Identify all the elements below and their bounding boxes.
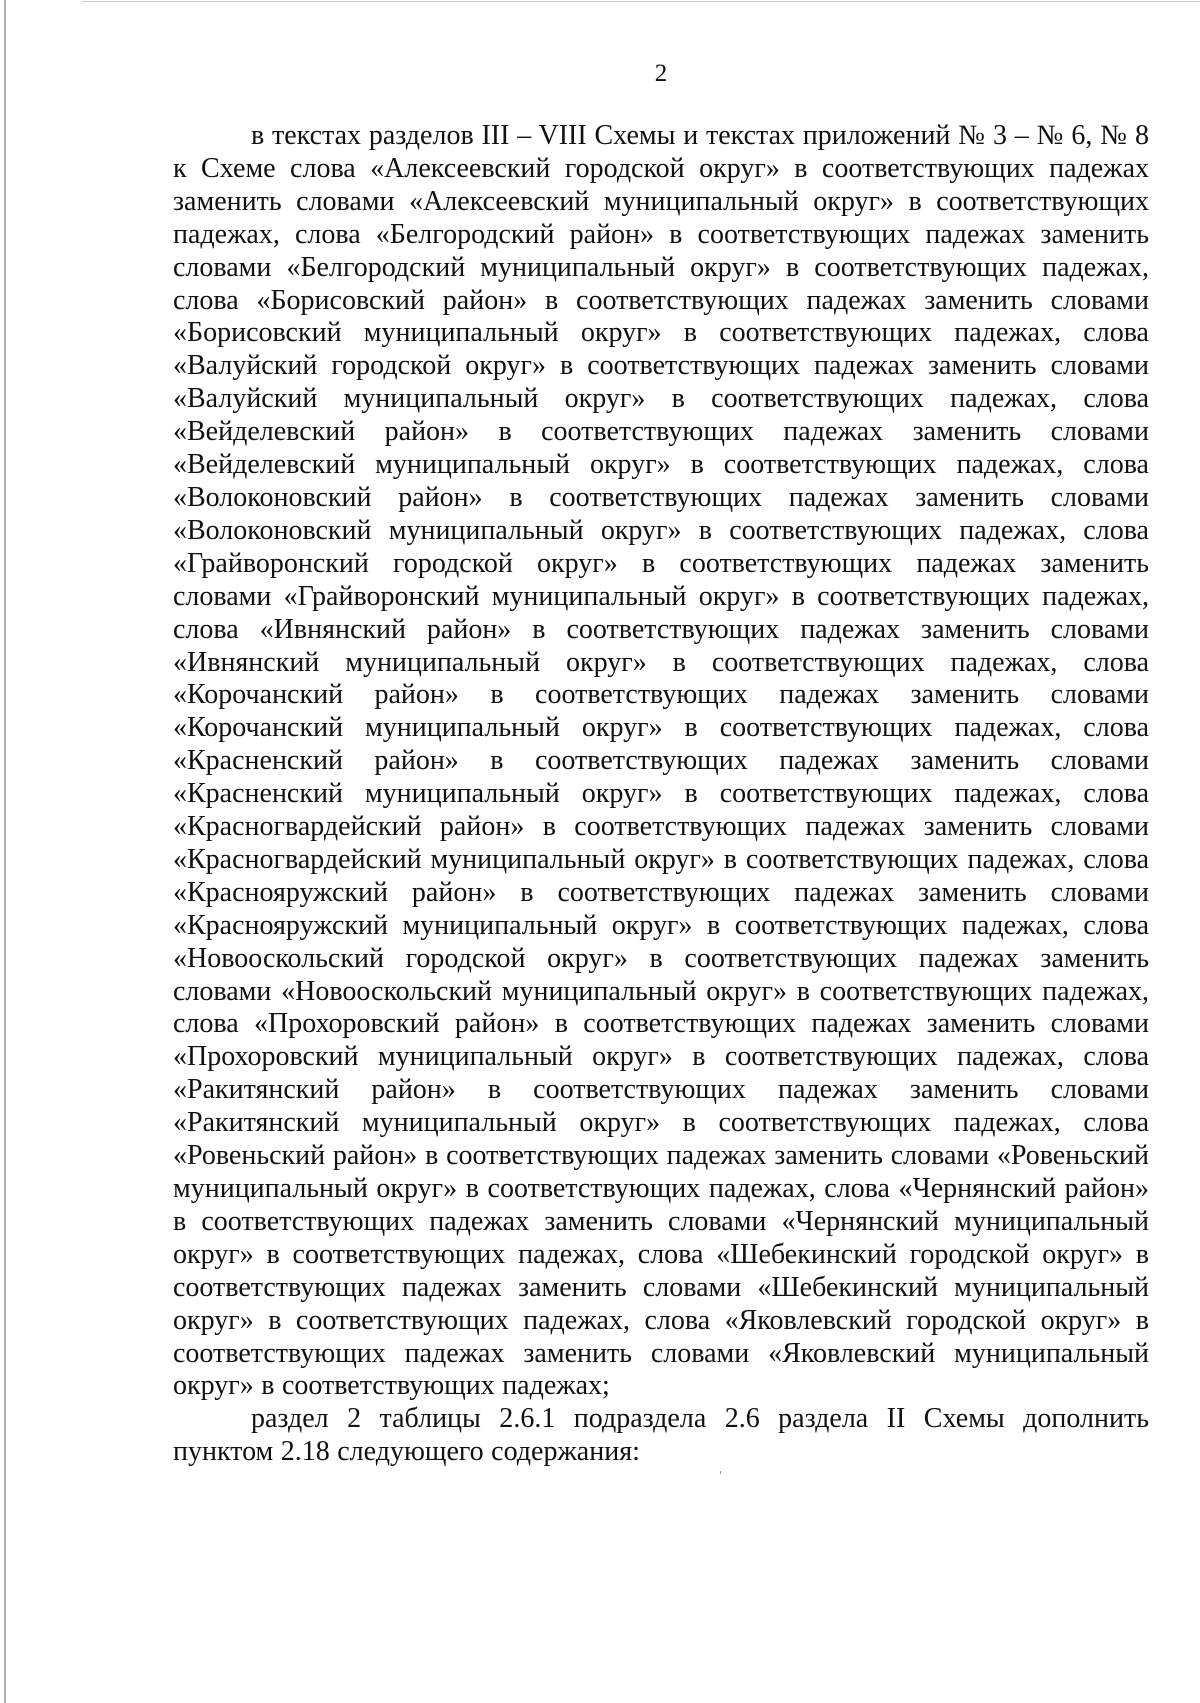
- paragraph-table-addition: раздел 2 таблицы 2.6.1 подраздела 2.6 раздела II Схемы дополнить пунктом 2.18 следующего содержания:: [173, 1403, 1149, 1468]
- scan-left-edge: [4, 0, 6, 1703]
- scan-top-edge: [82, 1, 1200, 2]
- page-number: 2: [654, 60, 668, 87]
- scan-speck: [720, 1471, 721, 1474]
- paragraph-renaming-districts: в текстах разделов III – VIII Схемы и текстах приложений № 3 – № 6, № 8 к Схеме слова «Алексеевский городской округ» в соответствующих падежах заменить словами «Алексеевский муниципальный округ» в соответствующих падежах, слова «Белгородский район» в соответствующих падежах заменить словами «Белгородский муниципальный округ» в соответствующих падежах, слова «Борисовский район» в соответствующих падежах заменить словами «Борисовский муниципальный округ» в соответствующих падежах, слова «Валуйский городской округ» в соответствующих падежах заменить словами «Валуйский муниципальный округ» в соответствующих падежах, слова «Вейделевский район» в соответствующих падежах заменить словами «Вейделевский муниципальный округ» в соответствующих падежах, слова «Волоконовский район» в соответствующих падежах заменить словами «Волоконовский муниципальный округ» в соответствующих падежах, слова «Грайворонский городской округ» в соответствующих падежах заменить словами «Грайворонский муниципальный округ» в соответствующих падежах, слова «Ивнянский район» в соответствующих падежах заменить словами «Ивнянский муниципальный округ» в соответствующих падежах, слова «Корочанский район» в соответствующих падежах заменить словами «Корочанский муниципальный округ» в соответствующих падежах, слова «Красненский район» в соответствующих падежах заменить словами «Красненский муниципальный округ» в соответствующих падежах, слова «Красногвардейский район» в соответствующих падежах заменить словами «Красногвардейский муниципальный округ» в соответствующих падежах, слова «Краснояружский район» в соответствующих падежах заменить словами «Краснояружский муниципальный округ» в соответствующих падежах, слова «Новооскольский городской округ» в соответствующих падежах заменить словами «Новооскольский муниципальный округ» в соответствующих падежах, слова «Прохоровский район» в соответствующих падежах заменить словами «Прохоровский муниципальный округ» в соответствующих падежах, слова «Ракитянский район» в соответствующих падежах заменить словами «Ракитянский муниципальный округ» в соответствующих падежах, слова «Ровеньский район» в соответствующих падежах заменить словами «Ровеньский муниципальный округ» в соответствующих падежах, слова «Чернянский район» в соответствующих падежах заменить словами «Чернянский муниципальный округ» в соответствующих падежах, слова «Шебекинский городской округ» в соответствующих падежах заменить словами «Шебекинский муниципальный округ» в соответствующих падежах, слова «Яковлевский городской округ» в соответствующих падежах заменить словами «Яковлевский муниципальный округ» в соответствующих падежах;: [173, 120, 1149, 1402]
- document-body: [173, 120, 1149, 1469]
